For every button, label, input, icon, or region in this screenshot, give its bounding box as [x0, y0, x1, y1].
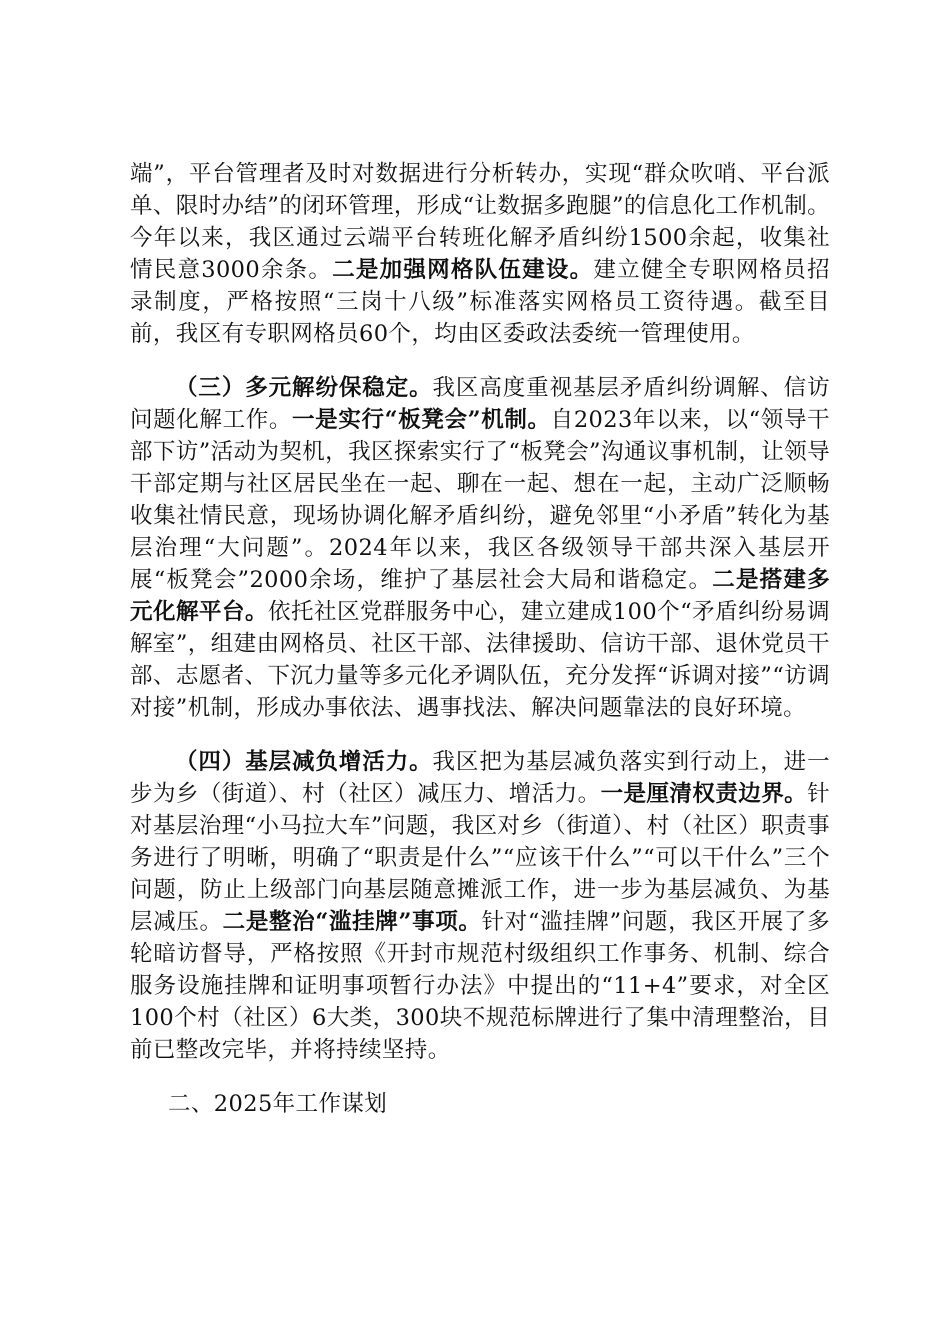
bold-run: 二是整治“滥挂牌”事项。: [222, 909, 482, 935]
text-run: 端”，平台管理者及时对数据进行分析转办，实现“群众吹哨、平台派单、限时办结”的闭环管理，形成“让数据多跑腿”的信息化工作机制。今年以来，我区通过云端平台转班化解矛盾纠纷1500余起，收集社情民意3000余条。: [130, 161, 830, 283]
text-run: 我区把为基层减负落实到行动上，进一步为乡（街道）、村（社区）减压力、增活力。: [130, 749, 830, 807]
paragraph-burden-reduction: [130, 746, 830, 1066]
text-run: 依托社区党群服务中心，建立建成100个“矛盾纠纷易调解室”，组建由网格员、社区干部、法律援助、信访干部、退休党员干部、志愿者、下沉力量等多元化矛调队伍，充分发挥“诉调对接”“访调对接”机制，形成办事依法、遇事找法、解决问题靠法的良好环境。: [130, 599, 830, 721]
bold-run: 一是厘清权责边界。: [600, 781, 808, 807]
document-body: [130, 158, 830, 1120]
bold-run: 二是搭建多元化解平台。: [130, 567, 830, 625]
paragraph-dispute-resolution: [130, 372, 830, 724]
bold-run: 一是实行“板凳会”机制。: [292, 407, 551, 433]
paragraph-grid-platform: [130, 158, 830, 350]
section-heading: 二、2025年工作谋划: [168, 1091, 388, 1117]
text-run: 针对基层治理“小马拉大车”问题，我区对乡（街道）、村（社区）职责事务进行了明晰，明确了“职责是什么”“应该干什么”“可以干什么”三个问题，防止上级部门向基层随意摊派工作，进一步为基层减负、为基层减压。: [130, 781, 830, 935]
text-run: 建立健全专职网格员招录制度，严格按照“三岗十八级”标准落实网格员工资待遇。截至目前，我区有专职网格员60个，均由区委政法委统一管理使用。: [130, 257, 830, 347]
text-run: 我区高度重视基层矛盾纠纷调解、信访问题化解工作。: [130, 375, 830, 433]
section-title-bold: （三）多元解纷保稳定。: [175, 375, 433, 401]
section-title-bold: （四）基层减负增活力。: [175, 749, 433, 775]
text-run: 针对“滥挂牌”问题，我区开展了多轮暗访督导，严格按照《开封市规范村级组织工作事务、机制、综合服务设施挂牌和证明事项暂行办法》中提出的“11+4”要求，对全区100个村（社区）6大类，300块不规范标牌进行了集中清理整治，目前已整改完毕，并将持续坚持。: [130, 909, 830, 1063]
text-run: 自2023年以来，以“领导干部下访”活动为契机，我区探索实行了“板凳会”沟通议事机制，让领导干部定期与社区居民坐在一起、聊在一起、想在一起，主动广泛顺畅收集社情民意，现场协调化解矛盾纠纷，避免邻里“小矛盾”转化为基层治理“大问题”。2024年以来，我区各级领导干部共深入基层开展“板凳会”2000余场，维护了基层社会大局和谐稳定。: [130, 407, 830, 593]
bold-run: 二是加强网格队伍建设。: [332, 257, 594, 283]
